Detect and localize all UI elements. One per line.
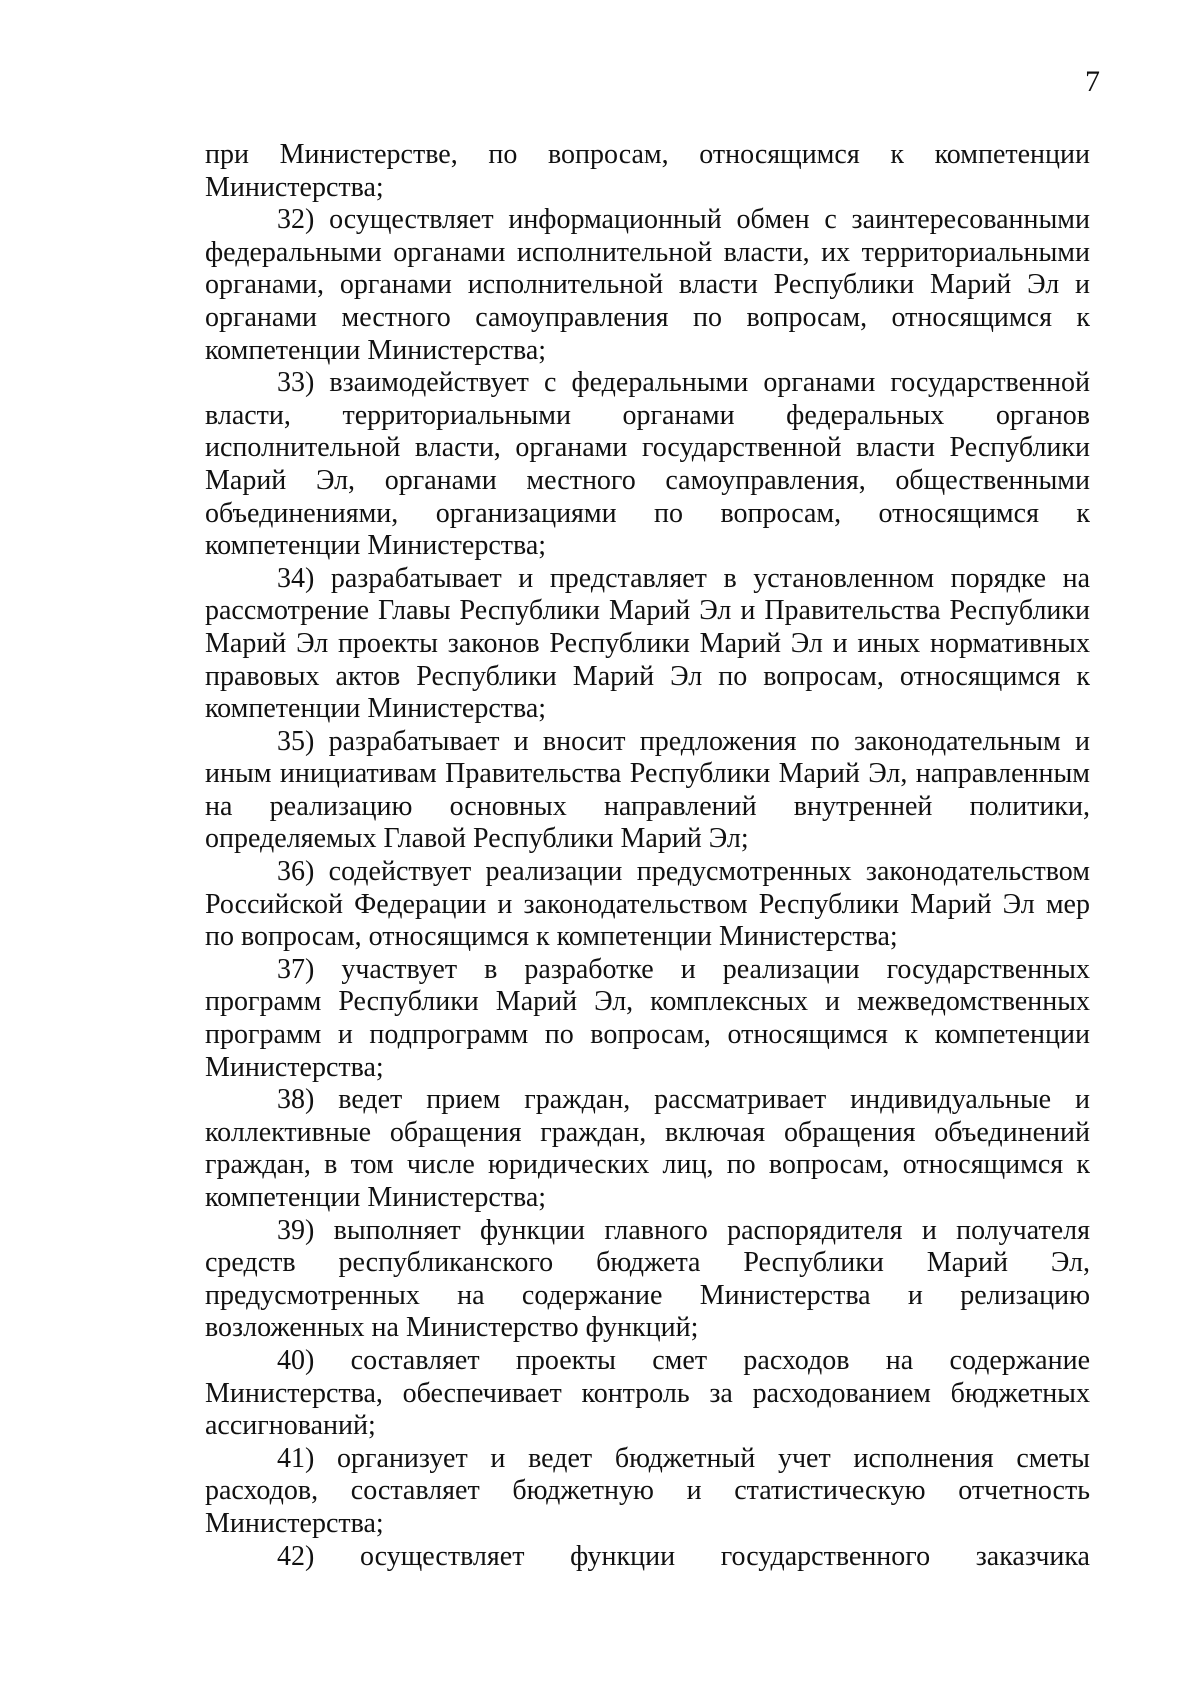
document-body xyxy=(205,139,1090,1573)
paragraph-item-32: 32) осуществляет информационный обмен с заинтересованными федеральными органами исполнительной власти, их территориальными органами, органами исполнительной власти Республики Марий Эл и органами местного самоуправления по вопросам, относящимся к компетенции Министерства; xyxy=(205,204,1090,366)
page-number: 7 xyxy=(1085,65,1100,98)
paragraph-item-40: 40) составляет проекты смет расходов на содержание Министерства, обеспечивает контроль за расходованием бюджетных ассигнований; xyxy=(205,1344,1090,1442)
paragraph-item-37: 37) участвует в разработке и реализации государственных программ Республики Марий Эл, комплексных и межведомственных программ и подпрограмм по вопросам, относящимся к компетенции Министерства; xyxy=(205,953,1090,1083)
paragraph-item-36: 36) содействует реализации предусмотренных законодательством Российской Федерации и законодательством Республики Марий Эл мер по вопросам, относящимся к компетенции Министерства; xyxy=(205,856,1090,953)
paragraph-item-35: 35) разрабатывает и вносит предложения по законодательным и иным инициативам Правительства Республики Марий Эл, направленным на реализацию основных направлений внутренней политики, определяемых Главой Республики Марий Эл; xyxy=(205,725,1090,855)
paragraph-item-34: 34) разрабатывает и представляет в установленном порядке на рассмотрение Главы Республики Марий Эл и Правительства Республики Марий Эл проекты законов Республики Марий Эл и иных нормативных правовых актов Республики Марий Эл по вопросам, относящимся к компетенции Министерства; xyxy=(205,562,1090,725)
paragraph-continuation: при Министерстве, по вопросам, относящимся к компетенции Министерства; xyxy=(205,139,1090,203)
paragraph-item-38: 38) ведет прием граждан, рассматривает индивидуальные и коллективные обращения граждан, включая обращения объединений граждан, в том числе юридических лиц, по вопросам, относящимся к компетенции Министерства; xyxy=(205,1084,1090,1213)
paragraph-item-42: 42) осуществляет функции государственного заказчика xyxy=(277,1540,1090,1572)
paragraph-item-41: 41) организует и ведет бюджетный учет исполнения сметы расходов, составляет бюджетную и статистическую отчетность Министерства; xyxy=(205,1442,1090,1539)
paragraph-item-39: 39) выполняет функции главного распорядителя и получателя средств республиканского бюджета Республики Марий Эл, предусмотренных на содержание Министерства и релизацию возложенных на Министерство функций; xyxy=(205,1214,1090,1344)
paragraph-item-33: 33) взаимодействует с федеральными органами государственной власти, территориальными органами федеральных органов исполнительной власти, органами государственной власти Республики Марий Эл, органами местного самоуправления, общественными объединениями, организациями по вопросам, относящимся к компетенции Министерства; xyxy=(205,367,1090,562)
